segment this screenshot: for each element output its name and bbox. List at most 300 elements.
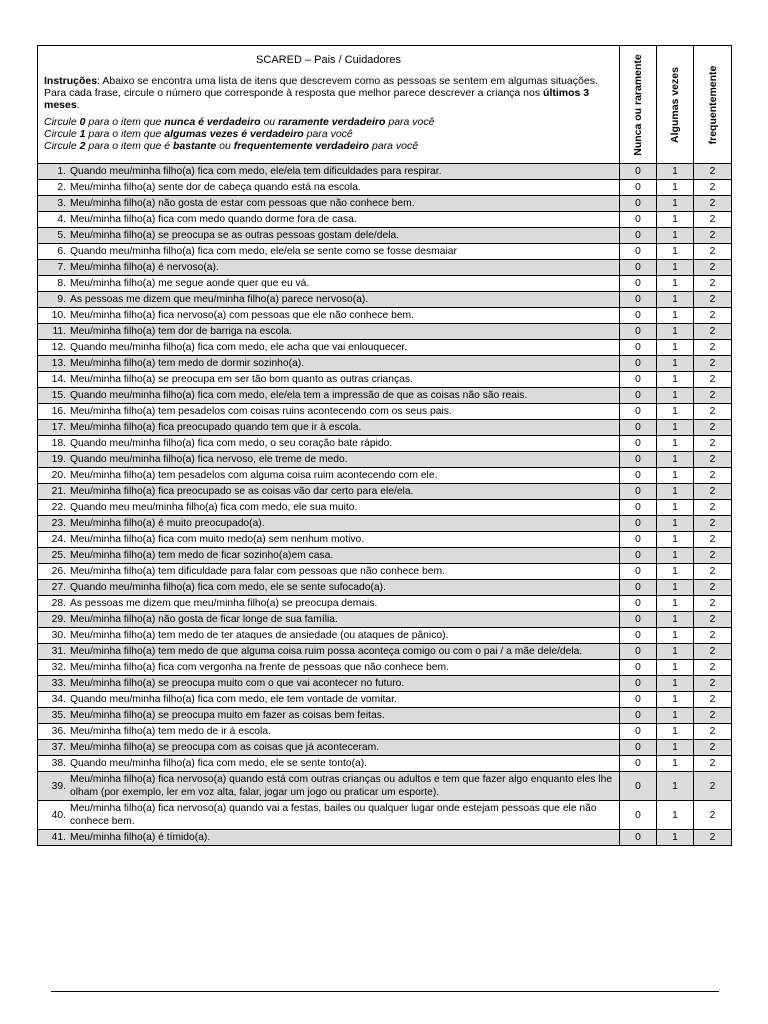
answer-option-2[interactable]: 2 (694, 436, 732, 452)
answer-option-1[interactable]: 1 (657, 324, 694, 340)
answer-option-0[interactable]: 0 (620, 772, 657, 801)
item-text: Meu/minha filho(a) tem medo de dormir sozinho(a). (70, 357, 305, 369)
item-number: 15. (51, 389, 66, 401)
table-row (38, 532, 732, 548)
item-question (38, 180, 620, 196)
item-text: Meu/minha filho(a) não gosta de estar com pessoas que não conhece bem. (70, 197, 415, 209)
table-row (38, 324, 732, 340)
item-number: 39. (51, 780, 66, 792)
item-number: 1. (57, 165, 66, 177)
answer-option-2[interactable]: 2 (694, 356, 732, 372)
item-number: 37. (51, 741, 66, 753)
table-row (38, 228, 732, 244)
answer-option-0[interactable]: 0 (620, 468, 657, 484)
item-text: Quando meu/minha filho(a) fica com medo, ele/ela tem a impressão de que as coisas não são reais. (70, 389, 528, 401)
answer-option-1[interactable]: 1 (657, 420, 694, 436)
answer-option-0[interactable]: 0 (620, 356, 657, 372)
item-text: Meu/minha filho(a) tem medo de ir à escola. (70, 725, 271, 737)
answer-option-2[interactable]: 2 (694, 676, 732, 692)
answer-option-1[interactable]: 1 (657, 548, 694, 564)
item-question (38, 772, 620, 801)
item-question (38, 500, 620, 516)
answer-option-1[interactable]: 1 (657, 196, 694, 212)
item-number: 27. (51, 581, 66, 593)
table-row (38, 500, 732, 516)
table-row (38, 628, 732, 644)
table-row (38, 212, 732, 228)
answer-option-2[interactable]: 2 (694, 404, 732, 420)
item-text: Quando meu/minha filho(a) fica com medo, ele se sente tonto(a). (70, 757, 368, 769)
answer-option-1[interactable]: 1 (657, 596, 694, 612)
item-question (38, 564, 620, 580)
answer-option-2[interactable]: 2 (694, 596, 732, 612)
item-question (38, 228, 620, 244)
table-row (38, 292, 732, 308)
answer-option-0[interactable]: 0 (620, 244, 657, 260)
instructions (44, 75, 615, 111)
answer-option-2[interactable]: 2 (694, 612, 732, 628)
item-number: 24. (51, 533, 66, 545)
answer-option-1[interactable]: 1 (657, 756, 694, 772)
item-question (38, 596, 620, 612)
item-question (38, 548, 620, 564)
item-text: Meu/minha filho(a) tem dificuldade para falar com pessoas que não conhece bem. (70, 565, 445, 577)
header-cell (38, 46, 620, 164)
table-row (38, 388, 732, 404)
circle-2-line: Circule 2 para o item que é bastante ou frequentemente verdadeiro para você (44, 140, 419, 152)
answer-option-0[interactable]: 0 (620, 628, 657, 644)
item-question (38, 164, 620, 180)
answer-option-0[interactable]: 0 (620, 388, 657, 404)
table-row (38, 596, 732, 612)
table-row (38, 548, 732, 564)
answer-option-2[interactable]: 2 (694, 772, 732, 801)
item-question (38, 388, 620, 404)
answer-option-2[interactable]: 2 (694, 292, 732, 308)
item-text: Meu/minha filho(a) fica preocupado se as coisas vão dar certo para ele/ela. (70, 485, 414, 497)
item-text: Meu/minha filho(a) sente dor de cabeça quando está na escola. (70, 181, 361, 193)
answer-option-0[interactable]: 0 (620, 212, 657, 228)
table-row (38, 801, 732, 830)
answer-option-0[interactable]: 0 (620, 644, 657, 660)
item-number: 33. (51, 677, 66, 689)
table-row (38, 516, 732, 532)
item-question (38, 740, 620, 756)
answer-option-0[interactable]: 0 (620, 452, 657, 468)
item-text: Quando meu/minha filho(a) fica com medo, ele/ela tem dificuldades para respirar. (70, 165, 442, 177)
item-question (38, 532, 620, 548)
item-question (38, 628, 620, 644)
answer-option-1[interactable]: 1 (657, 772, 694, 801)
answer-option-1[interactable]: 1 (657, 228, 694, 244)
answer-option-0[interactable]: 0 (620, 308, 657, 324)
item-question (38, 324, 620, 340)
item-text: Meu/minha filho(a) se preocupa com as coisas que já aconteceram. (70, 741, 380, 753)
item-number: 23. (51, 517, 66, 529)
answer-option-0[interactable]: 0 (620, 830, 657, 846)
answer-option-0[interactable]: 0 (620, 708, 657, 724)
circle-instructions (44, 116, 434, 152)
answer-option-2[interactable]: 2 (694, 660, 732, 676)
answer-option-1[interactable]: 1 (657, 212, 694, 228)
item-number: 14. (51, 373, 66, 385)
table-row (38, 356, 732, 372)
answer-option-1[interactable]: 1 (657, 500, 694, 516)
answer-option-0[interactable]: 0 (620, 532, 657, 548)
answer-option-1[interactable]: 1 (657, 164, 694, 180)
item-question (38, 436, 620, 452)
item-text: Meu/minha filho(a) fica com medo quando dorme fora de casa. (70, 213, 357, 225)
answer-option-1[interactable]: 1 (657, 436, 694, 452)
answer-option-2[interactable]: 2 (694, 228, 732, 244)
answer-option-1[interactable]: 1 (657, 801, 694, 830)
header-row (38, 46, 732, 164)
item-question (38, 692, 620, 708)
item-number: 12. (51, 341, 66, 353)
item-text: Meu/minha filho(a) se preocupa se as outras pessoas gostam dele/dela. (70, 229, 400, 241)
item-text: Quando meu meu/minha filho(a) fica com medo, ele sua muito. (70, 501, 358, 513)
item-number: 40. (51, 809, 66, 821)
answer-option-2[interactable]: 2 (694, 801, 732, 830)
answer-option-2[interactable]: 2 (694, 830, 732, 846)
item-number: 38. (51, 757, 66, 769)
scared-form-table (37, 45, 732, 846)
item-question (38, 660, 620, 676)
item-question (38, 420, 620, 436)
answer-option-0[interactable]: 0 (620, 500, 657, 516)
answer-option-0[interactable]: 0 (620, 164, 657, 180)
item-question (38, 356, 620, 372)
item-number: 22. (51, 501, 66, 513)
answer-option-0[interactable]: 0 (620, 564, 657, 580)
item-text: Meu/minha filho(a) tem medo de ficar sozinho(a)em casa. (70, 549, 334, 561)
item-number: 9. (57, 293, 66, 305)
answer-option-2[interactable]: 2 (694, 532, 732, 548)
table-row (38, 244, 732, 260)
item-text: As pessoas me dizem que meu/minha filho(a) se preocupa demais. (70, 597, 378, 609)
answer-option-1[interactable]: 1 (657, 708, 694, 724)
instructions-end: . (76, 99, 80, 111)
item-text: Quando meu/minha filho(a) fica com medo, ele acha que vai enlouquecer. (70, 341, 408, 353)
table-row (38, 276, 732, 292)
answer-option-2[interactable]: 2 (694, 276, 732, 292)
answer-option-1[interactable]: 1 (657, 404, 694, 420)
answer-option-0[interactable]: 0 (620, 228, 657, 244)
answer-option-2[interactable]: 2 (694, 196, 732, 212)
item-number: 41. (51, 831, 66, 843)
table-row (38, 692, 732, 708)
item-question (38, 612, 620, 628)
item-text: As pessoas me dizem que meu/minha filho(a) parece nervoso(a). (70, 293, 369, 305)
answer-option-2[interactable]: 2 (694, 740, 732, 756)
answer-option-2[interactable]: 2 (694, 580, 732, 596)
answer-option-1[interactable]: 1 (657, 180, 694, 196)
item-number: 31. (51, 645, 66, 657)
circle-0-line: Circule 0 para o item que nunca é verdadeiro ou raramente verdadeiro para você (44, 116, 435, 128)
answer-option-2[interactable]: 2 (694, 628, 732, 644)
item-question (38, 244, 620, 260)
answer-option-1[interactable]: 1 (657, 676, 694, 692)
answer-option-2[interactable]: 2 (694, 420, 732, 436)
table-row (38, 404, 732, 420)
answer-option-0[interactable]: 0 (620, 324, 657, 340)
answer-option-1[interactable]: 1 (657, 276, 694, 292)
answer-option-2[interactable]: 2 (694, 372, 732, 388)
item-number: 8. (57, 277, 66, 289)
item-number: 13. (51, 357, 66, 369)
answer-option-2[interactable]: 2 (694, 756, 732, 772)
item-question (38, 292, 620, 308)
answer-option-1[interactable]: 1 (657, 244, 694, 260)
answer-option-1[interactable]: 1 (657, 740, 694, 756)
answer-option-0[interactable]: 0 (620, 724, 657, 740)
item-question (38, 340, 620, 356)
answer-option-1[interactable]: 1 (657, 260, 694, 276)
answer-option-1[interactable]: 1 (657, 532, 694, 548)
table-row (38, 164, 732, 180)
answer-option-0[interactable]: 0 (620, 516, 657, 532)
answer-option-0[interactable]: 0 (620, 801, 657, 830)
item-question (38, 260, 620, 276)
answer-option-1[interactable]: 1 (657, 452, 694, 468)
column-header-never: Nunca ou raramente (620, 46, 657, 164)
item-question (38, 308, 620, 324)
item-question (38, 644, 620, 660)
answer-option-1[interactable]: 1 (657, 724, 694, 740)
item-text: Meu/minha filho(a) se preocupa em ser tão bom quanto as outras crianças. (70, 373, 413, 385)
answer-option-0[interactable]: 0 (620, 276, 657, 292)
item-question (38, 724, 620, 740)
answer-option-2[interactable]: 2 (694, 516, 732, 532)
item-number: 10. (51, 309, 66, 321)
footer-line (51, 991, 719, 992)
answer-option-1[interactable]: 1 (657, 612, 694, 628)
form-title: SCARED – Pais / Cuidadores (256, 54, 401, 66)
item-number: 5. (57, 229, 66, 241)
item-number: 20. (51, 469, 66, 481)
table-row (38, 756, 732, 772)
answer-option-2[interactable]: 2 (694, 548, 732, 564)
answer-option-1[interactable]: 1 (657, 580, 694, 596)
item-text: Meu/minha filho(a) é tímido(a). (70, 831, 211, 843)
item-text: Meu/minha filho(a) se preocupa muito com o que vai acontecer no futuro. (70, 677, 405, 689)
item-text: Quando meu/minha filho(a) fica nervoso, ele treme de medo. (70, 453, 348, 465)
item-question (38, 276, 620, 292)
answer-option-2[interactable]: 2 (694, 340, 732, 356)
item-number: 28. (51, 597, 66, 609)
item-text: Meu/minha filho(a) fica com vergonha na frente de pessoas que não conhece bem. (70, 661, 449, 673)
answer-option-1[interactable]: 1 (657, 644, 694, 660)
table-row (38, 260, 732, 276)
answer-option-0[interactable]: 0 (620, 292, 657, 308)
answer-option-2[interactable]: 2 (694, 484, 732, 500)
table-row (38, 740, 732, 756)
item-text: Quando meu/minha filho(a) fica com medo, ele tem vontade de vomitar. (70, 693, 397, 705)
answer-option-2[interactable]: 2 (694, 308, 732, 324)
item-number: 21. (51, 485, 66, 497)
circle-1-line: Circule 1 para o item que algumas vezes é verdadeiro para você (44, 128, 353, 140)
table-row (38, 308, 732, 324)
table-row (38, 708, 732, 724)
answer-option-1[interactable]: 1 (657, 308, 694, 324)
item-number: 18. (51, 437, 66, 449)
table-row (38, 660, 732, 676)
item-text: Meu/minha filho(a) fica com muito medo(a) sem nenhum motivo. (70, 533, 365, 545)
item-text: Quando meu/minha filho(a) fica com medo, o seu coração bate rápido. (70, 437, 393, 449)
column-header-often: frequentemente (694, 46, 732, 164)
answer-option-1[interactable]: 1 (657, 692, 694, 708)
answer-option-0[interactable]: 0 (620, 580, 657, 596)
item-question (38, 756, 620, 772)
item-question (38, 801, 620, 830)
item-text: Meu/minha filho(a) tem pesadelos com alguma coisa ruim acontecendo com ele. (70, 469, 438, 481)
answer-option-0[interactable]: 0 (620, 404, 657, 420)
item-number: 26. (51, 565, 66, 577)
table-row (38, 612, 732, 628)
item-number: 17. (51, 421, 66, 433)
answer-option-1[interactable]: 1 (657, 292, 694, 308)
answer-option-2[interactable]: 2 (694, 180, 732, 196)
answer-option-1[interactable]: 1 (657, 484, 694, 500)
item-text: Meu/minha filho(a) se preocupa muito em fazer as coisas bem feitas. (70, 709, 385, 721)
instructions-period: últimos 3 meses (44, 87, 590, 111)
table-row (38, 772, 732, 801)
answer-option-2[interactable]: 2 (694, 724, 732, 740)
answer-option-2[interactable]: 2 (694, 468, 732, 484)
item-question (38, 676, 620, 692)
answer-option-0[interactable]: 0 (620, 612, 657, 628)
answer-option-2[interactable]: 2 (694, 692, 732, 708)
answer-option-1[interactable]: 1 (657, 356, 694, 372)
item-number: 6. (57, 245, 66, 257)
answer-option-2[interactable]: 2 (694, 212, 732, 228)
answer-option-0[interactable]: 0 (620, 756, 657, 772)
answer-option-0[interactable]: 0 (620, 740, 657, 756)
answer-option-0[interactable]: 0 (620, 420, 657, 436)
table-row (38, 830, 732, 846)
item-question (38, 452, 620, 468)
instructions-label: Instruções (44, 75, 98, 87)
table-row (38, 372, 732, 388)
table-row (38, 676, 732, 692)
answer-option-2[interactable]: 2 (694, 564, 732, 580)
answer-option-1[interactable]: 1 (657, 340, 694, 356)
item-number: 11. (52, 325, 66, 337)
item-question (38, 196, 620, 212)
answer-option-0[interactable]: 0 (620, 340, 657, 356)
item-question (38, 212, 620, 228)
item-text: Meu/minha filho(a) é muito preocupado(a). (70, 517, 265, 529)
answer-option-0[interactable]: 0 (620, 180, 657, 196)
table-row (38, 340, 732, 356)
answer-option-2[interactable]: 2 (694, 500, 732, 516)
table-row (38, 580, 732, 596)
table-row (38, 468, 732, 484)
table-row (38, 196, 732, 212)
item-text: Quando meu/minha filho(a) fica com medo, ele se sente sufocado(a). (70, 581, 386, 593)
table-row (38, 484, 732, 500)
item-text: Meu/minha filho(a) me segue aonde quer que eu vá. (70, 277, 310, 289)
table-row (38, 564, 732, 580)
item-number: 3. (57, 197, 66, 209)
answer-option-0[interactable]: 0 (620, 196, 657, 212)
answer-option-2[interactable]: 2 (694, 324, 732, 340)
answer-option-0[interactable]: 0 (620, 660, 657, 676)
item-text: Meu/minha filho(a) fica nervoso(a) quando está com outras crianças ou adultos e tem que fazer algo enquanto eles lhe olham (por exemplo, ler em voz alta, falar, jogar um jogo ou praticar um esporte). (70, 774, 613, 798)
item-question (38, 516, 620, 532)
item-number: 16. (51, 405, 66, 417)
table-row (38, 724, 732, 740)
answer-option-0[interactable]: 0 (620, 692, 657, 708)
item-question (38, 404, 620, 420)
answer-option-1[interactable]: 1 (657, 660, 694, 676)
item-number: 34. (51, 693, 66, 705)
answer-option-1[interactable]: 1 (657, 388, 694, 404)
answer-option-1[interactable]: 1 (657, 628, 694, 644)
item-text: Meu/minha filho(a) fica preocupado quando tem que ir à escola. (70, 421, 362, 433)
item-text: Meu/minha filho(a) tem medo de ter ataques de ansiedade (ou ataques de pânico). (70, 629, 449, 641)
item-text: Meu/minha filho(a) fica nervoso(a) quando vai a festas, bailes ou qualquer lugar onde estejam pessoas que ele não conhece bem. (70, 803, 597, 827)
answer-option-1[interactable]: 1 (657, 468, 694, 484)
table-row (38, 180, 732, 196)
answer-option-2[interactable]: 2 (694, 644, 732, 660)
answer-option-0[interactable]: 0 (620, 260, 657, 276)
answer-option-0[interactable]: 0 (620, 372, 657, 388)
answer-option-2[interactable]: 2 (694, 452, 732, 468)
item-number: 19. (51, 453, 66, 465)
item-number: 30. (51, 629, 66, 641)
item-question (38, 580, 620, 596)
answer-option-1[interactable]: 1 (657, 830, 694, 846)
item-text: Meu/minha filho(a) é nervoso(a). (70, 261, 219, 273)
item-number: 36. (51, 725, 66, 737)
answer-option-0[interactable]: 0 (620, 548, 657, 564)
item-number: 4. (57, 213, 66, 225)
answer-option-2[interactable]: 2 (694, 708, 732, 724)
answer-option-0[interactable]: 0 (620, 484, 657, 500)
answer-option-1[interactable]: 1 (657, 516, 694, 532)
table-row (38, 644, 732, 660)
item-question (38, 372, 620, 388)
item-number: 35. (51, 709, 66, 721)
item-text: Meu/minha filho(a) tem pesadelos com coisas ruins acontecendo com os seus pais. (70, 405, 452, 417)
item-text: Meu/minha filho(a) fica nervoso(a) com pessoas que ele não conhece bem. (70, 309, 414, 321)
answer-option-2[interactable]: 2 (694, 388, 732, 404)
item-question (38, 708, 620, 724)
answer-option-0[interactable]: 0 (620, 676, 657, 692)
item-number: 29. (51, 613, 66, 625)
item-number: 32. (51, 661, 66, 673)
table-row (38, 420, 732, 436)
answer-option-2[interactable]: 2 (694, 260, 732, 276)
answer-option-0[interactable]: 0 (620, 596, 657, 612)
item-question (38, 830, 620, 846)
item-text: Meu/minha filho(a) tem dor de barriga na escola. (70, 325, 293, 337)
answer-option-2[interactable]: 2 (694, 164, 732, 180)
item-number: 25. (51, 549, 66, 561)
table-row (38, 436, 732, 452)
answer-option-0[interactable]: 0 (620, 436, 657, 452)
answer-option-1[interactable]: 1 (657, 372, 694, 388)
item-text: Quando meu/minha filho(a) fica com medo, ele/ela se sente como se fosse desmaiar (70, 245, 457, 257)
instructions-text: : Abaixo se encontra uma lista de itens que descrevem como as pessoas se sentem em algumas situações. Para cada frase, circule o número que corresponde à resposta que melhor parece descrever a criança nos (44, 75, 598, 99)
table-row (38, 452, 732, 468)
item-number: 2. (57, 181, 66, 193)
item-text: Meu/minha filho(a) tem medo de que alguma coisa ruim possa aconteça comigo ou com o pai / a mãe dele/dela. (70, 645, 583, 657)
answer-option-2[interactable]: 2 (694, 244, 732, 260)
item-question (38, 468, 620, 484)
answer-option-1[interactable]: 1 (657, 564, 694, 580)
